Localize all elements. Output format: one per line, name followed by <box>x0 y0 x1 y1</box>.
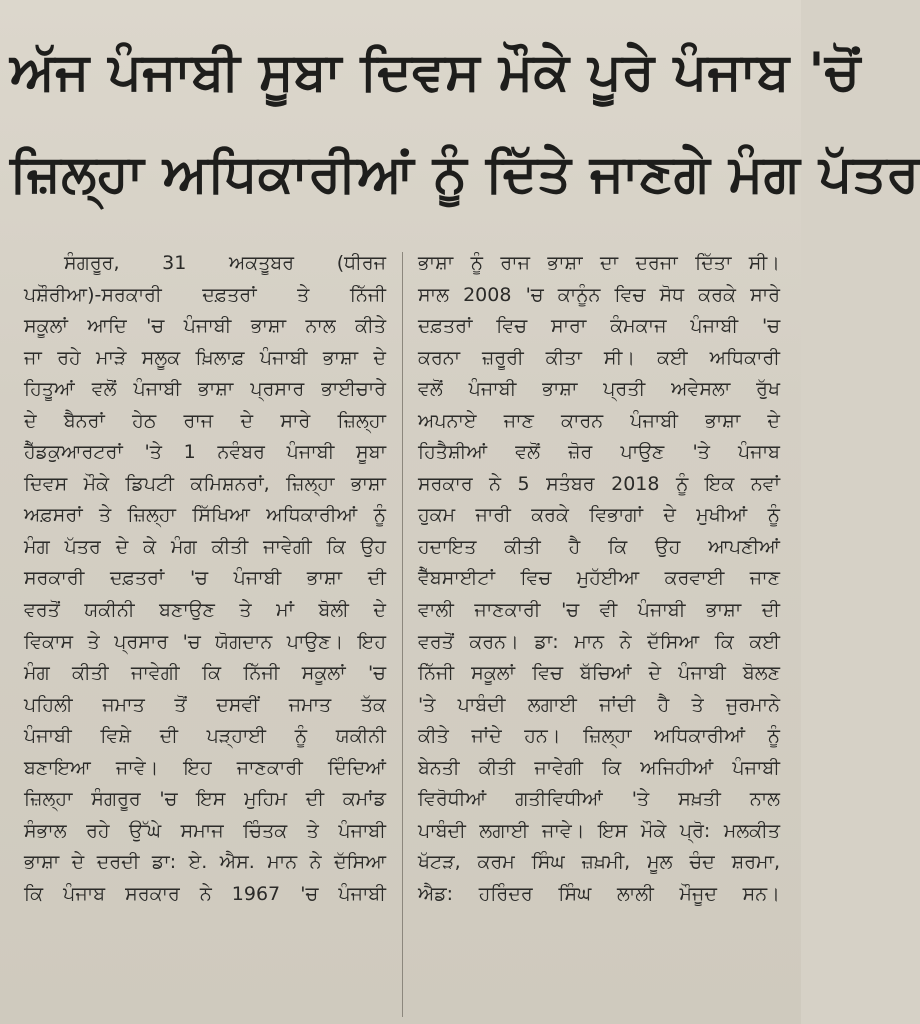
article-line: ਨਿੱਜੀ ਸਕੂਲਾਂ ਵਿਚ ਬੱਚਿਆਂ ਦੇ ਪੰਜਾਬੀ ਬੋਲਣ <box>418 662 780 685</box>
article-line: ਜਾ ਰਹੇ ਮਾੜੇ ਸਲੂਕ ਖ਼ਿਲਾਫ਼ ਪੰਜਾਬੀ ਭਾਸ਼ਾ ਦੇ <box>24 346 386 369</box>
article-line: ਵਿਕਾਸ ਤੇ ਪ੍ਰਸਾਰ 'ਚ ਯੋਗਦਾਨ ਪਾਉਣ। ਇਹ <box>24 630 386 653</box>
article-column-left <box>24 248 386 910</box>
article-line: ਦਫ਼ਤਰਾਂ ਵਿਚ ਸਾਰਾ ਕੰਮਕਾਜ ਪੰਜਾਬੀ 'ਚ <box>418 315 780 338</box>
article-line: ਵੈੱਬਸਾਈਟਾਂ ਵਿਚ ਮੁਹੱਈਆ ਕਰਵਾਈ ਜਾਣ <box>418 567 780 590</box>
article-line: ਕਰਨਾ ਜ਼ਰੂਰੀ ਕੀਤਾ ਸੀ। ਕਈ ਅਧਿਕਾਰੀ <box>418 346 780 369</box>
headline-line-1: ਅੱਜ ਪੰਜਾਬੀ ਸੂਬਾ ਦਿਵਸ ਮੌਕੇ ਪੂਰੇ ਪੰਜਾਬ 'ਚੋਂ <box>10 42 861 102</box>
article-line: ਜ਼ਿਲ੍ਹਾ ਸੰਗਰੂਰ 'ਚ ਇਸ ਮੁਹਿਮ ਦੀ ਕਮਾਂਡ <box>24 788 386 811</box>
article-line: ਸੰਗਰੂਰ, 31 ਅਕਤੂਬਰ (ਧੀਰਜ <box>64 252 386 274</box>
article-line: ਬੇਨਤੀ ਕੀਤੀ ਜਾਵੇਗੀ ਕਿ ਅਜਿਹੀਆਂ ਪੰਜਾਬੀ <box>418 756 780 779</box>
article-line: ਸਰਕਾਰ ਨੇ 5 ਸਤੰਬਰ 2018 ਨੂੰ ਇਕ ਨਵਾਂ <box>418 472 780 495</box>
article-line: ਸੰਭਾਲ ਰਹੇ ਉੱਘੇ ਸਮਾਜ ਚਿੰਤਕ ਤੇ ਪੰਜਾਬੀ <box>24 819 386 842</box>
article-line: ਮੰਗ ਪੱਤਰ ਦੇ ਕੇ ਮੰਗ ਕੀਤੀ ਜਾਵੇਗੀ ਕਿ ਉਹ <box>24 535 386 558</box>
article-line: ਪੰਜਾਬੀ ਵਿਸ਼ੇ ਦੀ ਪੜ੍ਹਾਈ ਨੂੰ ਯਕੀਨੀ <box>24 725 386 748</box>
article-line: ਦਿਵਸ ਮੌਕੇ ਡਿਪਟੀ ਕਮਿਸ਼ਨਰਾਂ, ਜ਼ਿਲ੍ਹਾ ਭਾਸ਼ਾ <box>24 472 386 495</box>
article-line: ਹਿਤੈਸ਼ੀਆਂ ਵਲੋਂ ਜ਼ੋਰ ਪਾਉਣ 'ਤੇ ਪੰਜਾਬ <box>418 441 780 464</box>
article-line: ਪਹਿਲੀ ਜਮਾਤ ਤੋਂ ਦਸਵੀਂ ਜਮਾਤ ਤੱਕ <box>24 693 386 716</box>
article-line: ਬਣਾਇਆ ਜਾਵੇ। ਇਹ ਜਾਣਕਾਰੀ ਦਿੰਦਿਆਂ <box>24 756 386 779</box>
article-line: ਪਾਬੰਦੀ ਲਗਾਈ ਜਾਵੇ। ਇਸ ਮੌਕੇ ਪ੍ਰੋ: ਮਲਕੀਤ <box>418 819 780 842</box>
article-line: ਮੰਗ ਕੀਤੀ ਜਾਵੇਗੀ ਕਿ ਨਿੱਜੀ ਸਕੂਲਾਂ 'ਚ <box>24 662 386 685</box>
article-line: ਅਫ਼ਸਰਾਂ ਤੇ ਜ਼ਿਲ੍ਹਾ ਸਿੱਖਿਆ ਅਧਿਕਾਰੀਆਂ ਨੂੰ <box>24 504 386 527</box>
article-line: ਸਾਲ 2008 'ਚ ਕਾਨੂੰਨ ਵਿਚ ਸੋਧ ਕਰਕੇ ਸਾਰੇ <box>418 283 780 306</box>
article-line: ਖੱਟੜ, ਕਰਮ ਸਿੰਘ ਜ਼ਖ਼ਮੀ, ਮੂਲ ਚੰਦ ਸ਼ਰਮਾ, <box>418 851 780 874</box>
article-line: ਕੀਤੇ ਜਾਂਦੇ ਹਨ। ਜ਼ਿਲ੍ਹਾ ਅਧਿਕਾਰੀਆਂ ਨੂੰ <box>418 725 780 748</box>
headline-line-2: ਜ਼ਿਲ੍ਹਾ ਅਧਿਕਾਰੀਆਂ ਨੂੰ ਦਿੱਤੇ ਜਾਣਗੇ ਮੰਗ ਪੱਤਰ <box>10 144 920 204</box>
article-line: ਹਿਤੂਆਂ ਵਲੋਂ ਪੰਜਾਬੀ ਭਾਸ਼ਾ ਪ੍ਰਸਾਰ ਭਾਈਚਾਰੇ <box>24 378 386 401</box>
article-line: ਵਰਤੋਂ ਯਕੀਨੀ ਬਣਾਉਣ ਤੇ ਮਾਂ ਬੋਲੀ ਦੇ <box>24 599 386 622</box>
article-line: ਹੁਕਮ ਜਾਰੀ ਕਰਕੇ ਵਿਭਾਗਾਂ ਦੇ ਮੁਖੀਆਂ ਨੂੰ <box>418 504 780 527</box>
article-line: ਸਕੂਲਾਂ ਆਦਿ 'ਚ ਪੰਜਾਬੀ ਭਾਸ਼ਾ ਨਾਲ ਕੀਤੇ <box>24 315 386 338</box>
article-line: ਭਾਸ਼ਾ ਨੂੰ ਰਾਜ ਭਾਸ਼ਾ ਦਾ ਦਰਜਾ ਦਿੱਤਾ ਸੀ। <box>418 252 780 274</box>
article-line: ਭਾਸ਼ਾ ਦੇ ਦਰਦੀ ਡਾ: ਏ. ਐਸ. ਮਾਨ ਨੇ ਦੱਸਿਆ <box>24 851 386 874</box>
article-line: ਪਸ਼ੌਰੀਆ)-ਸਰਕਾਰੀ ਦਫ਼ਤਰਾਂ ਤੇ ਨਿੱਜੀ <box>24 283 386 306</box>
article-line: ਸਰਕਾਰੀ ਦਫ਼ਤਰਾਂ 'ਚ ਪੰਜਾਬੀ ਭਾਸ਼ਾ ਦੀ <box>24 567 386 590</box>
article-line: ਦੇ ਬੈਨਰਾਂ ਹੇਠ ਰਾਜ ਦੇ ਸਾਰੇ ਜ਼ਿਲ੍ਹਾ <box>24 409 386 432</box>
article-line: ਹੈੱਡਕੁਆਰਟਰਾਂ 'ਤੇ 1 ਨਵੰਬਰ ਪੰਜਾਬੀ ਸੂਬਾ <box>24 441 386 464</box>
article-line: ਕਿ ਪੰਜਾਬ ਸਰਕਾਰ ਨੇ 1967 'ਚ ਪੰਜਾਬੀ <box>24 882 386 905</box>
article-line: ਅਪਨਾਏ ਜਾਣ ਕਾਰਨ ਪੰਜਾਬੀ ਭਾਸ਼ਾ ਦੇ <box>418 409 780 432</box>
article-line: ਵਰਤੋਂ ਕਰਨ। ਡਾ: ਮਾਨ ਨੇ ਦੱਸਿਆ ਕਿ ਕਈ <box>418 630 780 653</box>
article-line: ਵਲੋਂ ਪੰਜਾਬੀ ਭਾਸ਼ਾ ਪ੍ਰਤੀ ਅਵੇਸਲਾ ਰੁੱਖ <box>418 378 780 401</box>
article-line: ਵਾਲੀ ਜਾਣਕਾਰੀ 'ਚ ਵੀ ਪੰਜਾਬੀ ਭਾਸ਼ਾ ਦੀ <box>418 599 780 622</box>
article-column-right <box>418 248 780 910</box>
article-line: ਵਿਰੋਧੀਆਂ ਗਤੀਵਿਧੀਆਂ 'ਤੇ ਸਖ਼ਤੀ ਨਾਲ <box>418 788 780 811</box>
article-line: 'ਤੇ ਪਾਬੰਦੀ ਲਗਾਈ ਜਾਂਦੀ ਹੈ ਤੇ ਜੁਰਮਾਨੇ <box>418 693 780 716</box>
article-line: ਹਦਾਇਤ ਕੀਤੀ ਹੈ ਕਿ ਉਹ ਆਪਣੀਆਂ <box>418 535 780 558</box>
article-line: ਐਡ: ਹਰਿੰਦਰ ਸਿੰਘ ਲਾਲੀ ਮੌਜੂਦ ਸਨ। <box>418 882 780 905</box>
column-divider <box>402 252 403 1017</box>
